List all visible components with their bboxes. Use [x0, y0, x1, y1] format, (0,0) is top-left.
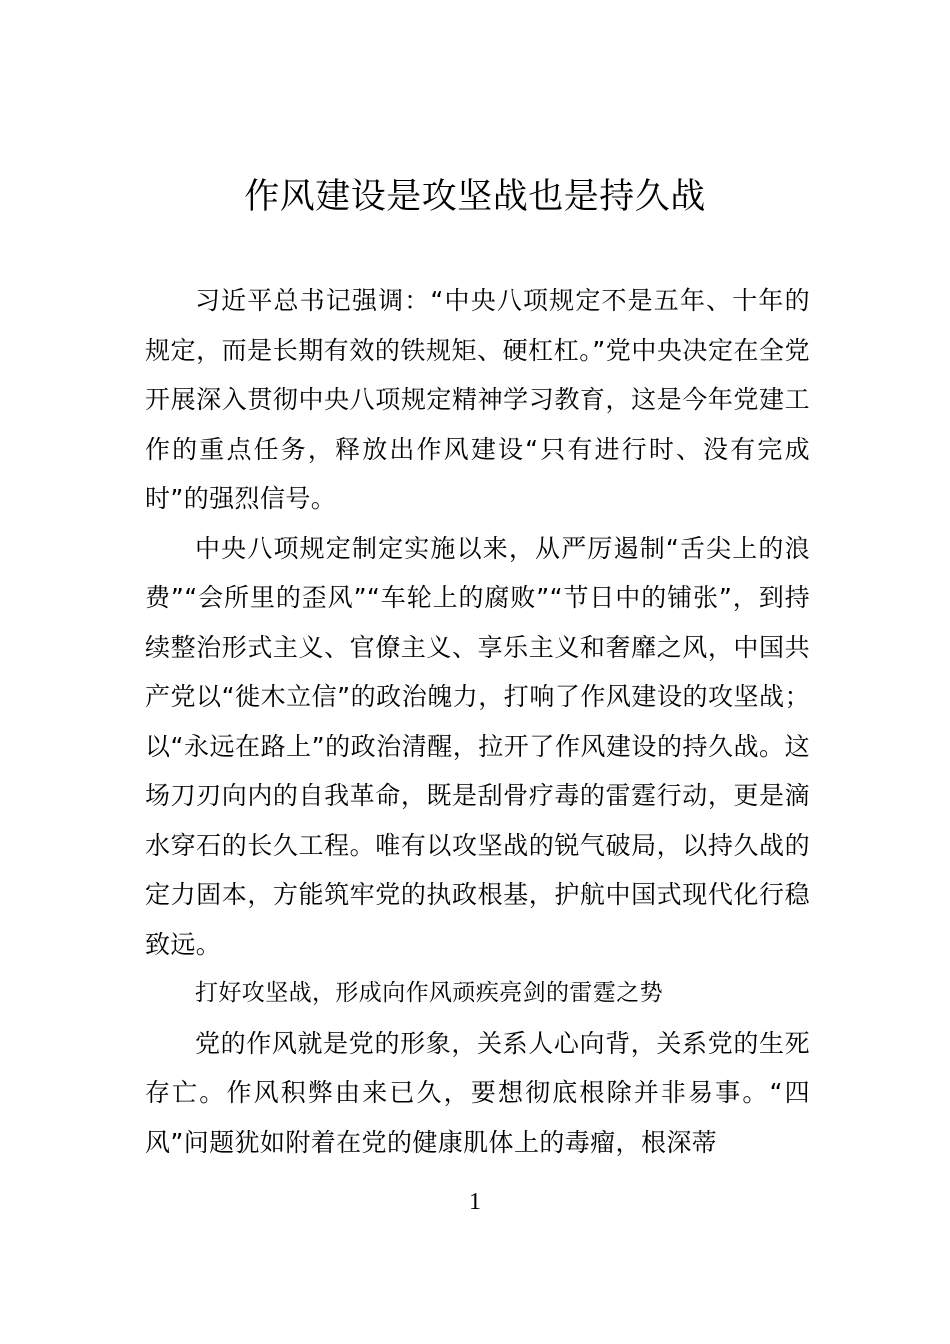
- document-title: 作风建设是攻坚战也是持久战: [244, 177, 706, 217]
- section-subheading: 打好攻坚战，形成向作风顽疾亮剑的雷霆之势: [195, 980, 663, 1006]
- body-paragraph: 习近平总书记强调：“中央八项规定不是五年、十年的规定，而是长期有效的铁规矩、硬杠杠。”党中央决定在全党开展深入贯彻中央八项规定精神学习教育，这是今年党建工作的重点任务，释放出作风建设“只有进行时、没有完成时”的强烈信号。: [145, 286, 810, 513]
- page-number: 1: [469, 1189, 481, 1215]
- body-paragraph: 中央八项规定制定实施以来，从严厉遏制“舌尖上的浪费”“会所里的歪风”“车轮上的腐败”“节日中的铺张”，到持续整治形式主义、官僚主义、享乐主义和奢靡之风，中国共产党以“徙木立信”的政治魄力，打响了作风建设的攻坚战；以“永远在路上”的政治清醒，拉开了作风建设的持久战。这场刀刃向内的自我革命，既是刮骨疗毒的雷霆行动，更是滴水穿石的长久工程。唯有以攻坚战的锐气破局，以持久战的定力固本，方能筑牢党的执政根基，护航中国式现代化行稳致远。: [145, 533, 810, 959]
- document-body: [145, 276, 810, 1167]
- body-paragraph: 党的作风就是党的形象，关系人心向背，关系党的生死存亡。作风积弊由来已久，要想彻底根除并非易事。“四风”问题犹如附着在党的健康肌体上的毒瘤，根深蒂: [145, 1028, 810, 1157]
